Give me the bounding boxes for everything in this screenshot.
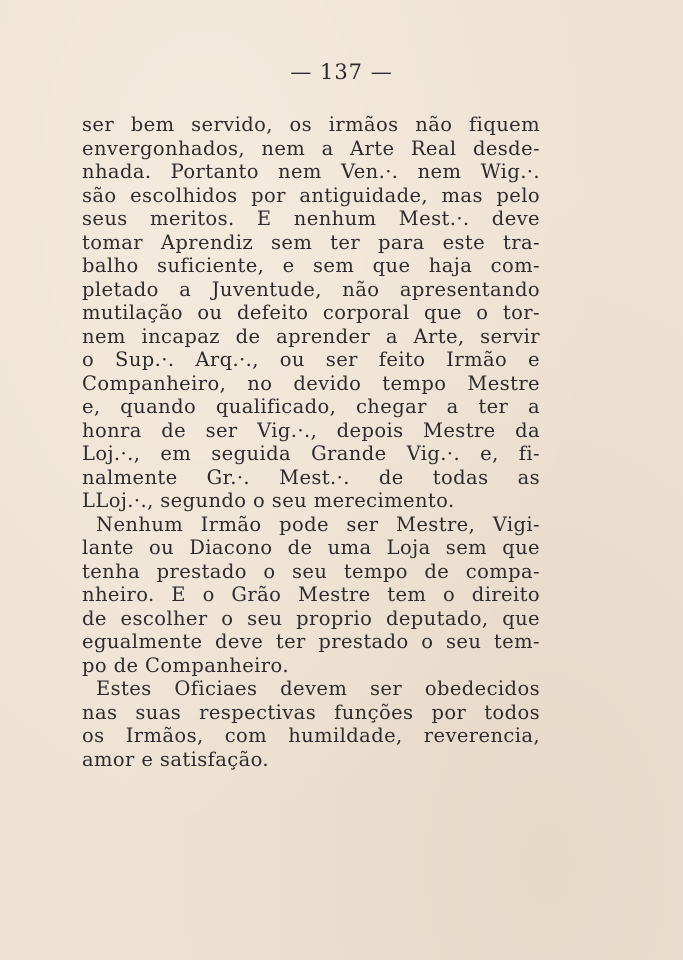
text-line: de escolher o seu proprio deputado, que	[82, 606, 540, 630]
text-line: Loj.·., em seguida Grande Vig.·. e, fi-	[82, 442, 540, 465]
text-line: Estes Oficiaes devem ser obedecidos	[96, 677, 540, 700]
text-line: egualmente deve ter prestado o seu tem-	[82, 630, 540, 653]
text-line: nas suas respectivas funções por todos	[82, 700, 540, 724]
text-line: seus meritos. E nenhum Mest.·. deve	[82, 207, 540, 230]
text-line: amor e satisfação.	[82, 747, 270, 771]
text-line: Nenhum Irmão pode ser Mestre, Vigi-	[96, 512, 540, 536]
text-line: tomar Aprendiz sem ter para este tra-	[82, 230, 540, 254]
text-line: ser bem servido, os irmãos não fiquem	[82, 113, 540, 136]
text-line: po de Companheiro.	[82, 653, 289, 677]
text-line: nhada. Portanto nem Ven.·. nem Wig.·.	[82, 160, 540, 183]
text-line: balho suficiente, e sem que haja com-	[82, 254, 540, 277]
text-line: o Sup.·. Arq.·., ou ser feito Irmão e	[82, 348, 540, 371]
text-line: nheiro. E o Grão Mestre tem o direito	[82, 583, 540, 606]
text-line: nalmente Gr.·. Mest.·. de todas as	[82, 465, 540, 489]
text-line: lante ou Diacono de uma Loja sem que	[82, 536, 540, 559]
text-line: mutilação ou defeito corporal que o tor-	[82, 301, 540, 324]
text-line: nem incapaz de aprender a Arte, servir	[82, 324, 540, 348]
text-line: Companheiro, no devido tempo Mestre	[82, 371, 540, 395]
text-line: são escolhidos por antiguidade, mas pelo	[82, 183, 540, 207]
text-line: e, quando qualificado, chegar a ter a	[82, 395, 540, 418]
text-line: envergonhados, nem a Arte Real desde-	[82, 136, 540, 160]
text-line: tenha prestado o seu tempo de compa-	[82, 559, 540, 583]
page-number: — 137 —	[290, 60, 393, 84]
body-text	[82, 113, 540, 771]
text-line: honra de ser Vig.·., depois Mestre da	[82, 418, 540, 442]
text-line: pletado a Juventude, não apresentando	[82, 277, 540, 301]
text-line: LLoj.·., segundo o seu merecimento.	[82, 489, 455, 512]
text-line: os Irmãos, com humildade, reverencia,	[82, 724, 540, 747]
